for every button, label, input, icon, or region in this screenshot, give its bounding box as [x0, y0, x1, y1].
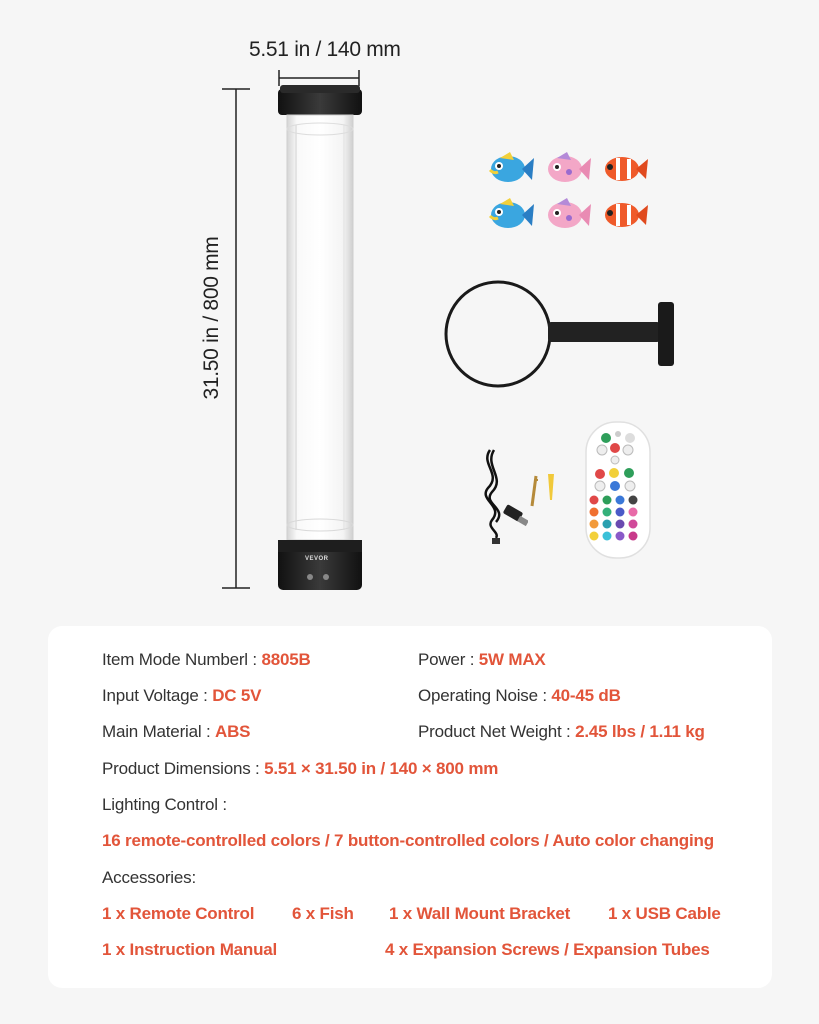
spec-value: ABS [215, 722, 251, 741]
wall-mount-bracket-icon [440, 276, 685, 396]
spec-label: Power : [418, 650, 479, 669]
spec-power [418, 650, 546, 670]
spec-model [102, 650, 311, 670]
fish-pink-icon [543, 196, 593, 234]
spec-value: DC 5V [212, 686, 262, 705]
spec-value: 5W MAX [478, 650, 546, 669]
spec-voltage [102, 686, 261, 706]
fish-clownfish-icon [600, 150, 650, 188]
width-dimension-label: 5.51 in / 140 mm [249, 38, 401, 61]
spec-value: 5.51 × 31.50 in / 140 × 800 mm [264, 759, 499, 778]
spec-label: Main Material : [102, 722, 216, 741]
accessory-item: 6 x Fish [292, 904, 354, 923]
spec-card [48, 626, 772, 988]
bubble-lamp-tube [270, 85, 370, 595]
lighting-control-value: 16 remote-controlled colors / 7 button-controlled colors / Auto color changing [102, 831, 714, 850]
lamp-brand-label: VEVOR [305, 556, 329, 562]
fish-pink-icon [543, 150, 593, 188]
accessory-item: 4 x Expansion Screws / Expansion Tubes [385, 940, 710, 959]
accessory-item: 1 x Wall Mount Bracket [389, 904, 571, 923]
spec-label: Input Voltage : [102, 686, 213, 705]
spec-label: Operating Noise : [418, 686, 552, 705]
spec-value: 40-45 dB [551, 686, 621, 705]
fish-blue-icon [486, 150, 536, 188]
accessory-item: 1 x Instruction Manual [102, 940, 278, 959]
spec-noise [418, 686, 621, 706]
height-dimension-label: 31.50 in / 800 mm [200, 236, 223, 400]
spec-label: Item Mode Numberl : [102, 650, 262, 669]
spec-weight [418, 722, 705, 742]
spec-label: Product Net Weight : [418, 722, 576, 741]
accessories-label: Accessories: [102, 868, 196, 887]
accessory-item: 1 x Remote Control [102, 904, 255, 923]
spec-product-dimensions [102, 759, 498, 779]
accessory-item: 1 x USB Cable [608, 904, 721, 923]
usb-cable-icon [478, 444, 528, 548]
spec-label: Product Dimensions : [102, 759, 265, 778]
remote-control-icon [584, 420, 652, 560]
fish-blue-icon [486, 196, 536, 234]
expansion-screws-icon [526, 470, 560, 510]
spec-material [102, 722, 250, 742]
spec-value: 2.45 lbs / 1.11 kg [575, 722, 705, 741]
spec-value: 8805B [261, 650, 311, 669]
fish-clownfish-icon [600, 196, 650, 234]
lighting-control-label: Lighting Control : [102, 795, 227, 814]
